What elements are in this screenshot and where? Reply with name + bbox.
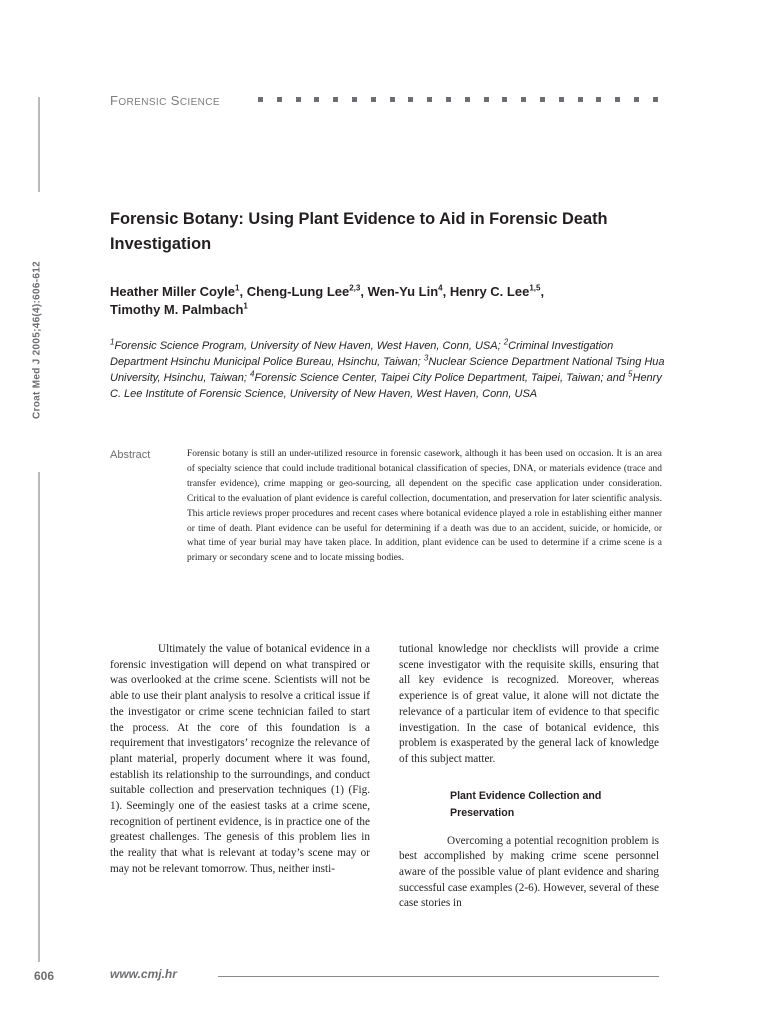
side-rule-bottom (38, 472, 40, 962)
body-paragraph: tutional knowledge nor checklists will provide a crime scene investigator with the requisite skills, ensuring that all key evidence is recognized. Moreover, whereas experience is of great value, it alone will not dictate the relevance of a particular item of evidence to that specific investigation. In the case of botanical evidence, this problem is exasperated by the general lack of knowledge of this subject matter. (399, 643, 659, 765)
article-title: Forensic Botany: Using Plant Evidence to Aid in Forensic Death Investigation (110, 210, 608, 253)
footer-rule (218, 976, 659, 977)
body-column-right (399, 642, 659, 912)
body-column-left (110, 642, 370, 878)
side-rule-top (38, 97, 40, 192)
page-number: 606 (34, 969, 55, 983)
section-dot-rule (258, 97, 658, 102)
section-subheading: Plant Evidence Collection and Preservation (450, 789, 602, 819)
body-paragraph: Overcoming a potential recognition problem is best accomplished by making crime scene personnel aware of the possible value of plant evidence and sharing successful case examples (2-6). However, several of these case stories in (399, 834, 659, 910)
journal-citation-text: Croat Med J 2005;46(4):606-612 (31, 261, 43, 419)
journal-url: www.cmj.hr (110, 967, 177, 981)
author-list: Heather Miller Coyle$^1$, Cheng-Lung Lee$^{2,3}$, Wen-Yu Lin$^4$, Henry C. Lee$^{1,5}$, Timothy M. Palmbach$^1$ (110, 283, 545, 317)
body-paragraph: Ultimately the value of botanical evidence in a forensic investigation will depend on what transpired or was overlooked at the crime scene. Scientists will not be able to use their plant analysis to resolve a critical issue if the investigator or crime scene technician failed to start the process. At the core of this foundation is a requirement that investigators’ recognize the relevance of plant material, properly document where it was found, establish its relationship to the surroundings, and conduct suitable collection and preservation techniques (1) (Fig. 1). Seemingly one of the easiest tasks at a crime scene, recognition of pertinent evidence, is in practice one of the greatest challenges. The genesis of this problem lies in the reality that what is relevant at today’s scene may or may not be relevant tomorrow. Thus, neither insti- (110, 643, 370, 875)
affiliations: $^1$Forensic Science Program, University of New Haven, West Haven, Conn, USA; $^2$Criminal Investigation Department Hsinchu Municipal Police Bureau, Hsinchu, Taiwan; $^3$Nuclear Science Department National Tsing Hua University, Hsinchu, Taiwan; $^4$Forensic Science Center, Taipei City Police Department, Taipei, Taiwan; and $^5$Henry C. Lee Institute of Forensic Science, University of New Haven, West Haven, Conn, USA (110, 337, 665, 400)
section-label: FORENSIC SCIENCE (110, 93, 220, 108)
abstract-text: Forensic botany is still an under-utilized resource in forensic casework, although it has been used on occasion. It is an area of specialty science that could include traditional botanical classification of species, DNA, or materials evidence (trace and transfer evidence), crime mapping or geo-sourcing, all dependent on the specific case application under consideration. Critical to the evaluation of plant evidence is careful collection, documentation, and preservation for later scientific analysis. This article reviews proper procedures and recent cases where botanical evidence played a role in establishing either manner or time of death. Plant evidence can be useful for determining if a death was due to an accident, suicide, or homicide, or what time of year burial may have taken place. In addition, plant evidence can be used to determine if a crime scene is a primary or secondary scene and to locate missing bodies. (187, 449, 662, 564)
abstract-label: Abstract (110, 449, 151, 461)
